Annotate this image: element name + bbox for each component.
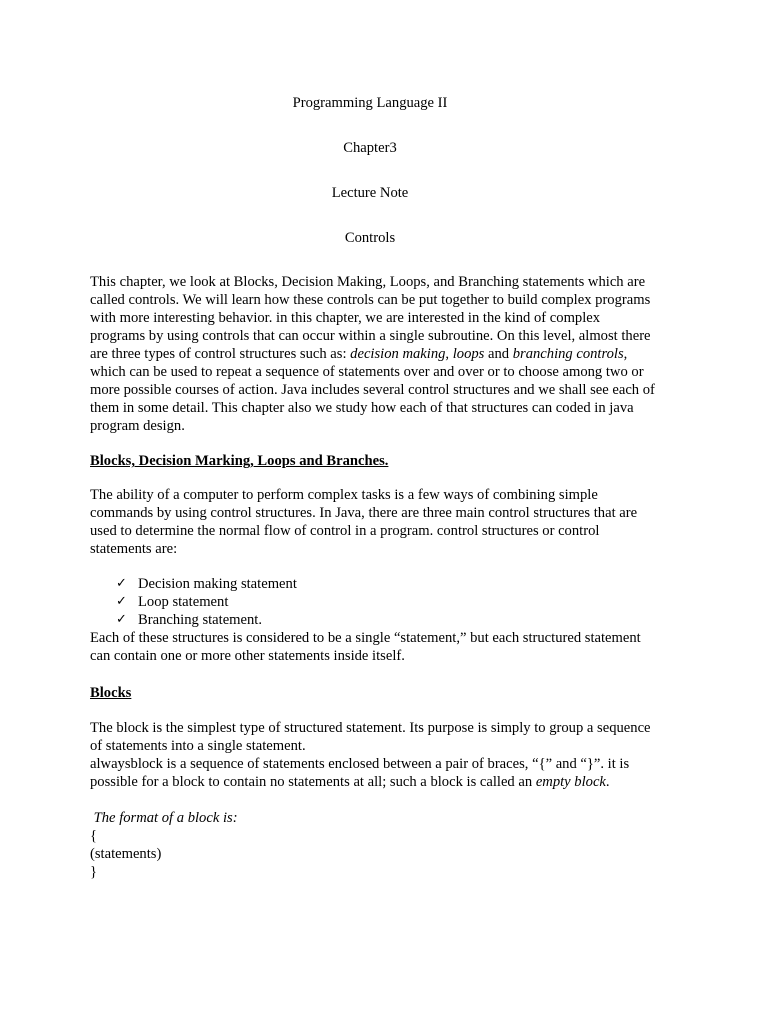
section1-paragraph	[90, 486, 680, 558]
section1-after-line: can contain one or more other statements inside itself.	[90, 648, 405, 664]
emphasis-branching-controls: branching controls	[512, 346, 624, 362]
lecture-note-title: Lecture Note	[331, 185, 409, 201]
checkmark-icon: ✓	[116, 612, 127, 627]
chapter-title: Chapter3	[343, 140, 397, 156]
control-structures-checklist	[116, 575, 297, 629]
brace-close: }	[90, 864, 98, 880]
section2-line	[90, 773, 680, 791]
section1-line: The ability of a computer to perform complex tasks is a few ways of combining simple	[90, 487, 598, 503]
intro-line: called controls. We will learn how these controls can be put together to build complex programs	[90, 292, 651, 308]
section2-text: .	[605, 774, 610, 790]
intro-text: ,	[623, 346, 628, 362]
section-heading-blocks: Blocks	[90, 685, 132, 701]
intro-line: them in some detail. This chapter also we study how each of that structures can coded in java	[90, 400, 634, 416]
intro-line: more possible courses of action. Java includes several control structures and we shall see each of	[90, 382, 655, 398]
block-format-label: The format of a block is:	[90, 810, 238, 826]
list-item-label: Decision making statement	[138, 576, 297, 592]
section-heading-blocks-decision: Blocks, Decision Marking, Loops and Branches.	[90, 453, 389, 469]
section1-after-paragraph	[90, 629, 680, 665]
section1-line: used to determine the normal flow of control in a program. control structures or control	[90, 523, 600, 539]
section1-line: statements are:	[90, 541, 178, 557]
intro-text: are three types of control structures such as:	[90, 346, 351, 362]
intro-text: and	[484, 346, 513, 362]
list-item	[116, 611, 297, 629]
intro-line: This chapter, we look at Blocks, Decision Making, Loops, and Branching statements which are	[90, 274, 646, 290]
list-item	[116, 593, 297, 611]
section2-paragraph	[90, 719, 680, 791]
list-item	[116, 575, 297, 593]
list-item-label: Branching statement.	[138, 612, 263, 628]
topic-title: Controls	[344, 230, 396, 246]
section1-line: commands by using control structures. In Java, there are three main control structures that are	[90, 505, 638, 521]
course-title: Programming Language II	[292, 95, 448, 111]
intro-line: program design.	[90, 418, 185, 434]
intro-paragraph	[90, 273, 680, 435]
intro-line	[90, 345, 680, 363]
intro-line: which can be used to repeat a sequence of statements over and over or to choose among two or	[90, 364, 644, 380]
emphasis-loops: loops	[452, 346, 485, 362]
block-format-example	[90, 809, 680, 881]
checkmark-icon: ✓	[116, 576, 127, 591]
intro-line: with more interesting behavior. in this chapter, we are interested in the kind of complex	[90, 310, 601, 326]
checkmark-icon: ✓	[116, 594, 127, 609]
section2-line: of statements into a single statement.	[90, 738, 306, 754]
block-format-line	[90, 809, 680, 827]
section2-line: The block is the simplest type of structured statement. Its purpose is simply to group a sequence	[90, 720, 651, 736]
section2-text: possible for a block to contain no statements at all; such a block is called an	[90, 774, 536, 790]
list-item-label: Loop statement	[138, 594, 229, 610]
emphasis-decision-making: decision making	[350, 346, 446, 362]
statements-placeholder: (statements)	[90, 846, 162, 862]
section2-line: alwaysblock is a sequence of statements enclosed between a pair of braces, “{” and “}”. it is	[90, 756, 630, 772]
section1-after-line: Each of these structures is considered to be a single “statement,” but each structured statement	[90, 630, 641, 646]
intro-text: ,	[445, 346, 453, 362]
intro-line: programs by using controls that can occur within a single subroutine. On this level, almost there	[90, 328, 651, 344]
brace-open: {	[90, 828, 98, 844]
emphasis-empty-block: empty block	[535, 774, 606, 790]
